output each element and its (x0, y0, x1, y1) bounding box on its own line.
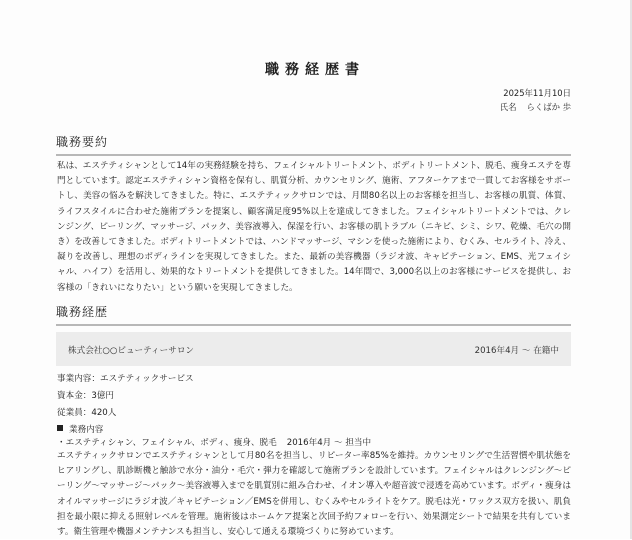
name-row (500, 100, 571, 114)
name-value: らくばか 歩 (526, 102, 571, 112)
role-title: ・エステティシャン、フェイシャル、ボディ、痩身、脱毛 (57, 438, 277, 448)
summary-heading: 職務要約 (56, 133, 571, 156)
company-employees: 従業員：420人 (57, 408, 117, 418)
company-name: 株式会社○○ビューティーサロン (68, 346, 195, 356)
duties-heading (57, 423, 103, 435)
document-date: 2025年11月10日 (503, 88, 571, 98)
square-bullet-icon (57, 425, 63, 431)
summary-text: 私は、エステティシャンとして14年の実務経験を持ち、フェイシャルトリートメント、ボディトリートメント、脱毛、痩身エステを専門としています。認定エステティシャン資格を保有し、肌質分析、カウンセリング、施術、アフターケアまで一貫してお客様をサポートし、美容の悩みを解決してきました。特に、エステティックサロンでは、月間80名以上のお客様を担当し、お客様の肌質、体質、ライフスタイルに合わせた施術プランを提案し、顧客満足度95%以上を達成してきました。フェイシャルトリートメントでは、クレンジング、ピーリング、マッサージ、パック、美容液導入、保湿を行い、お客様の肌トラブル（ニキビ、シミ、シワ、乾燥、毛穴の開き）を改善してきました。ボディトリートメントでは、ハンドマッサージ、マシンを使った施術により、むくみ、セルライト、冷え、凝りを改善し、理想のボディラインを実現してきました。また、最新の美容機器（ラジオ波、キャビテーション、EMS、光フェイシャル、ハイフ）を活用し、効果的なトリートメントを提供してきました。14年間で、3,000名以上のお客様にサービスを提供し、お客様の「きれいになりたい」という願いを実現してきました。 (57, 161, 571, 293)
company-info (57, 371, 194, 422)
name-label: 氏名 (499, 102, 517, 112)
company-period: 2016年4月 〜 在籍中 (474, 346, 559, 356)
duties-heading-label: 業務内容 (69, 425, 104, 435)
document-title: 職務経歴書 (265, 62, 365, 78)
duties-role (57, 436, 371, 448)
company-business: 事業内容：エステティックサービス (57, 374, 194, 384)
role-period: 2016年4月 〜 担当中 (286, 438, 372, 448)
history-heading: 職務経歴 (56, 303, 571, 326)
company-header (56, 332, 571, 366)
company-capital: 資本金：3億円 (57, 391, 115, 401)
duties-description: エステティックサロンでエステティシャンとして月80名を担当し、リピーター率85%を維持。カウンセリングで生活習慣や肌状態をヒアリングし、肌診断機と触診で水分・油分・毛穴・弾力を確認して施術プランを設計しています。フェイシャルはクレンジング〜ピーリング〜マッサージ〜パック〜美容液導入までを肌質別に組み合わせ、イオン導入や超音波で浸透を高めています。ボディ・痩身はオイルマッサージにラジオ波／キャビテーション／EMSを併用し、むくみやセルライトをケア。脱毛は光・ワックス双方を扱い、肌負担を最小限に抑える照射レベルを管理。施術後はホームケア提案と次回予約フォローを行い、効果測定シートで結果を共有しています。衛生管理や機器メンテナンスも担当し、安心して通える環境づくりに努めています。 (57, 451, 571, 538)
document-meta (500, 86, 571, 114)
